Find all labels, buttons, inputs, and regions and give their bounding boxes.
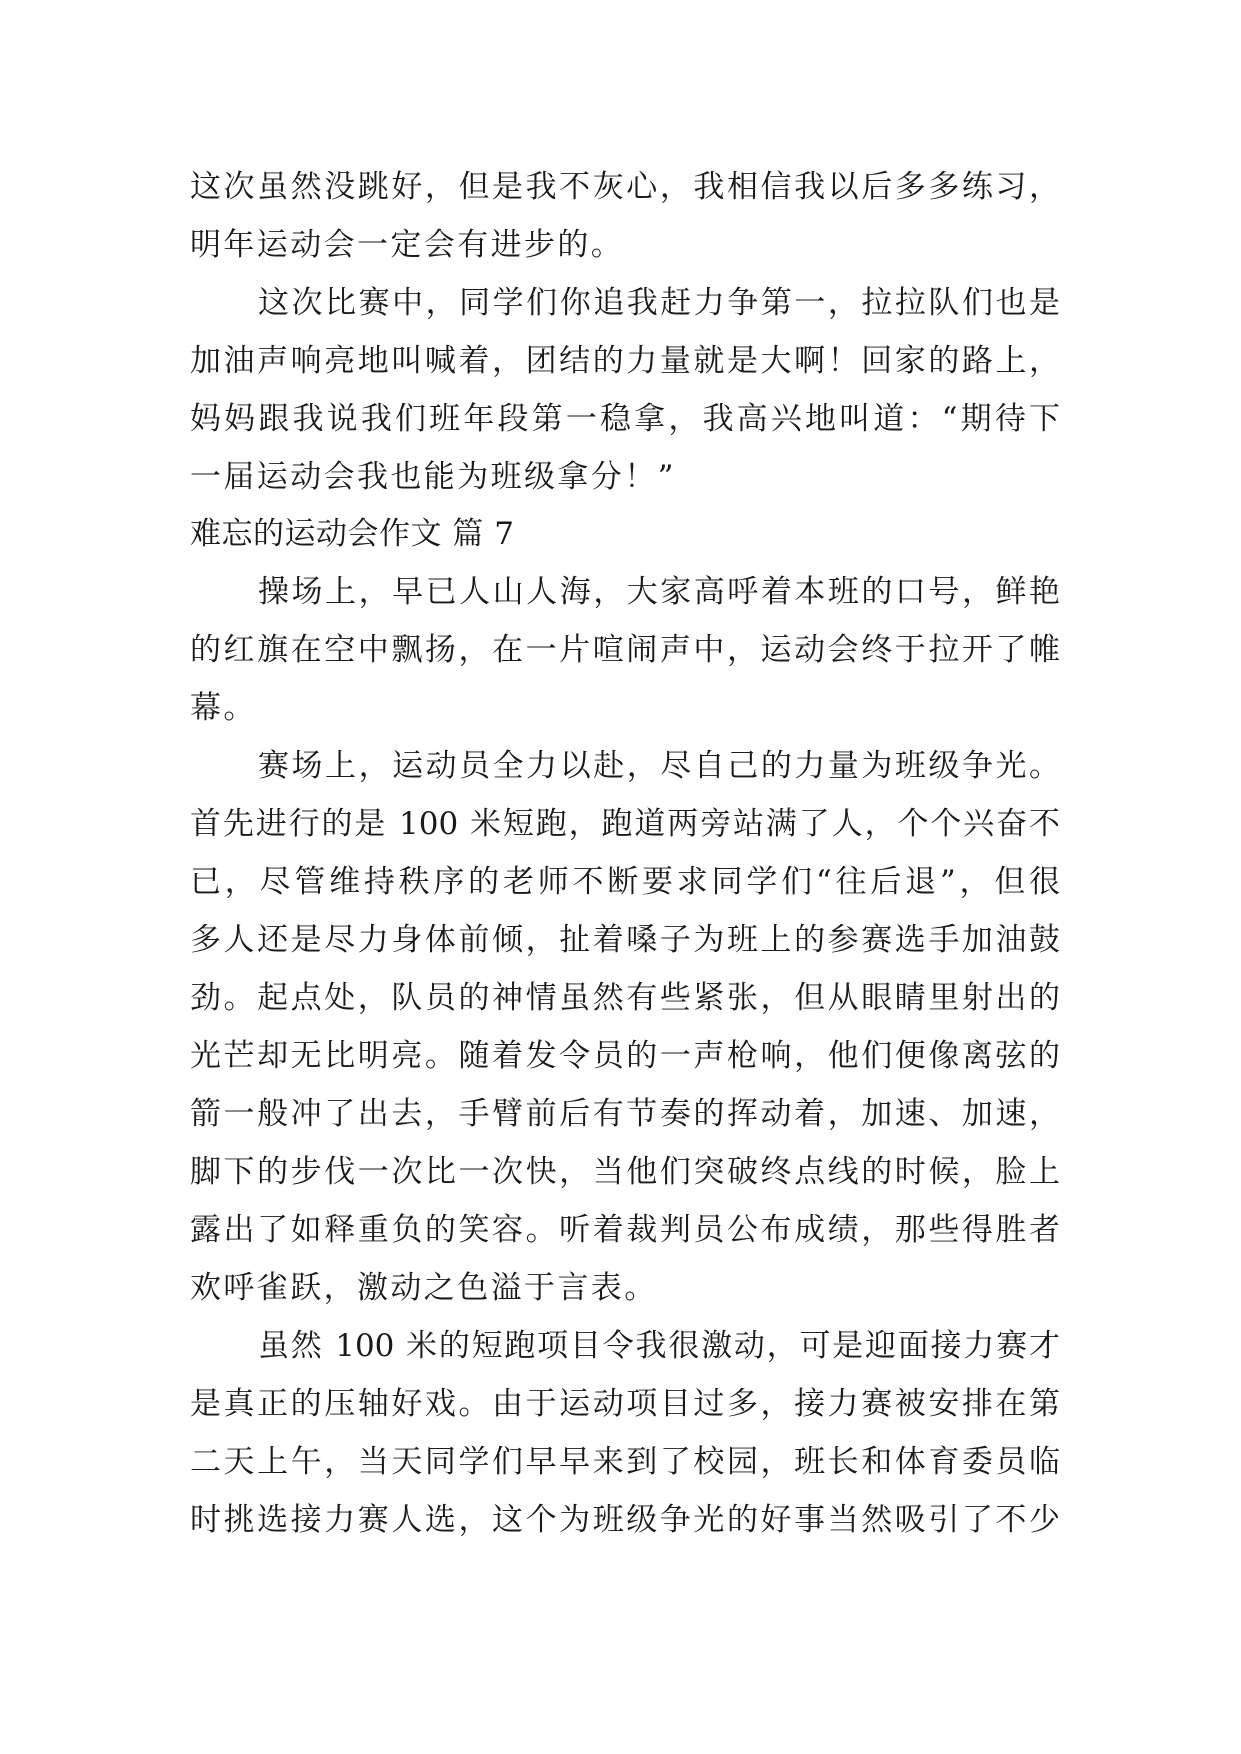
text-line: 幕。 bbox=[190, 690, 257, 726]
text-line: 露出了如释重负的笑容。听着裁判员公布成绩，那些得胜者 bbox=[190, 1212, 1060, 1248]
text-line: 妈妈跟我说我们班年段第一稳拿，我高兴地叫道：“期待下 bbox=[190, 401, 1060, 437]
paragraph-first-line: 虽然 100 米的短跑项目令我很激动，可是迎面接力赛才 bbox=[258, 1328, 1060, 1364]
text-line: 首先进行的是 100 米短跑，跑道两旁站满了人，个个兴奋不 bbox=[190, 806, 1060, 842]
text-line: 明年运动会一定会有进步的。 bbox=[190, 227, 625, 263]
text-line: 加油声响亮地叫喊着，团结的力量就是大啊！回家的路上， bbox=[190, 343, 1060, 379]
text-line: 劲。起点处，队员的神情虽然有些紧张，但从眼睛里射出的 bbox=[190, 980, 1060, 1016]
text-line: 欢呼雀跃，激动之色溢于言表。 bbox=[190, 1270, 658, 1306]
paragraph-first-line: 操场上，早已人山人海，大家高呼着本班的口号，鲜艳 bbox=[258, 574, 1060, 610]
text-line: 这次虽然没跳好，但是我不灰心，我相信我以后多多练习， bbox=[190, 169, 1060, 205]
paragraph-first-line: 这次比赛中，同学们你追我赶力争第一，拉拉队们也是 bbox=[258, 285, 1060, 321]
section-heading: 难忘的运动会作文 篇 7 bbox=[190, 516, 515, 552]
text-line: 的红旗在空中飘扬，在一片喧闹声中，运动会终于拉开了帷 bbox=[190, 632, 1060, 668]
text-line: 是真正的压轴好戏。由于运动项目过多，接力赛被安排在第 bbox=[190, 1386, 1060, 1422]
paragraph-first-line: 赛场上，运动员全力以赴，尽自己的力量为班级争光。 bbox=[258, 748, 1060, 784]
text-line: 多人还是尽力身体前倾，扯着嗓子为班上的参赛选手加油鼓 bbox=[190, 922, 1060, 958]
text-line: 光芒却无比明亮。随着发令员的一声枪响，他们便像离弦的 bbox=[190, 1038, 1060, 1074]
text-line: 一届运动会我也能为班级拿分！” bbox=[190, 459, 676, 495]
text-line: 时挑选接力赛人选，这个为班级争光的好事当然吸引了不少 bbox=[190, 1502, 1060, 1538]
text-line: 脚下的步伐一次比一次快，当他们突破终点线的时候，脸上 bbox=[190, 1154, 1060, 1190]
text-line: 已，尽管维持秩序的老师不断要求同学们“往后退”，但很 bbox=[190, 864, 1060, 900]
text-line: 二天上午，当天同学们早早来到了校园，班长和体育委员临 bbox=[190, 1444, 1060, 1480]
text-line: 箭一般冲了出去，手臂前后有节奏的挥动着，加速、加速， bbox=[190, 1096, 1060, 1132]
